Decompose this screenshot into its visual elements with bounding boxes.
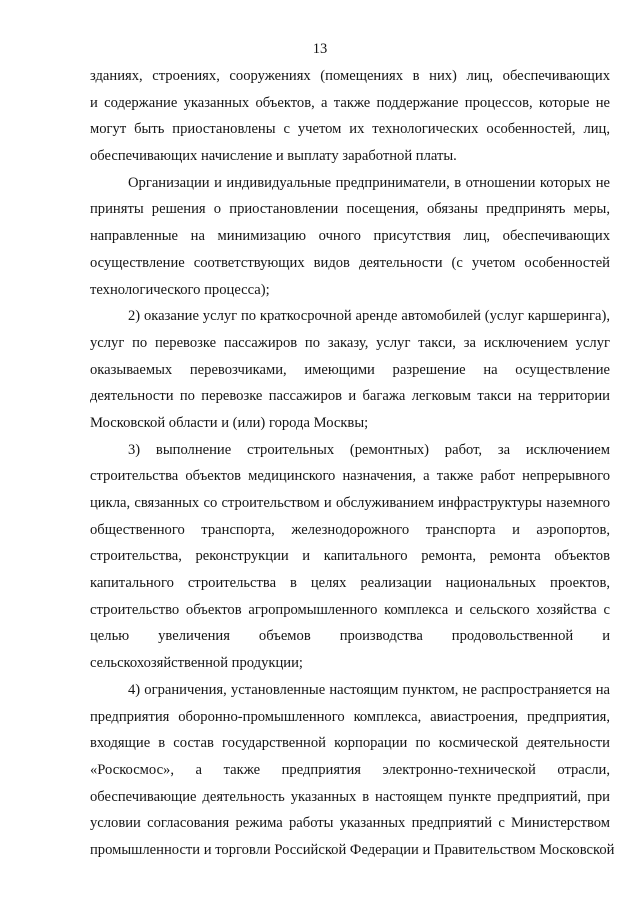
text-line: сельскохозяйственной продукции; [90,655,303,672]
text-line: обеспечивающих начисление и выплату заработной платы. [90,148,457,165]
text-line: 3) выполнение строительных (ремонтных) работ, за исключением [128,441,610,458]
text-line: цикла, связанных со строительством и обслуживанием инфраструктуры наземного [90,495,610,511]
text-line: промышленности и торговли Российской Федерации и Правительством Московской [90,841,615,858]
text-line: входящие в состав государственной корпорации по космической деятельности [90,735,610,752]
text-line: 2) оказание услуг по краткосрочной аренде автомобилей (услуг каршеринга), [128,308,610,325]
text-line: деятельности по перевозке пассажиров и багажа легковым такси на территории [90,388,610,405]
text-line: могут быть приостановлены с учетом их технологических особенностей, лиц, [90,121,610,138]
text-line: условии согласования режима работы указанных предприятий с Министерством [90,815,610,832]
text-line: направленные на минимизацию очного присутствия лиц, обеспечивающих [90,228,610,245]
text-line: «Роскосмос», а также предприятия электронно-технической отрасли, [90,761,610,778]
text-line: капитального строительства в целях реализации национальных проектов, [90,575,610,592]
text-line: и содержание указанных объектов, а также поддержание процессов, которые не [90,94,610,111]
text-line: осуществление соответствующих видов деятельности (с учетом особенностей [90,254,610,271]
document-body [90,63,615,864]
paragraph [90,63,610,170]
text-line: обеспечивающие деятельность указанных в настоящем пункте предприятий, при [90,788,610,805]
page-number: 13 [312,41,328,57]
text-line: строительства объектов медицинского назначения, а также работ непрерывного [90,468,610,485]
text-line: оказываемых перевозчиками, имеющими разрешение на осуществление [90,361,610,378]
text-line: предприятия оборонно-промышленного комплекса, авиастроения, предприятия, [90,708,610,725]
text-line: строительства, реконструкции и капитального ремонта, ремонта объектов [90,548,610,565]
text-line: целью увеличения объемов производства продовольственной и [90,628,610,645]
text-line: строительство объектов агропромышленного комплекса и сельского хозяйства с [90,601,610,618]
text-line: зданиях, строениях, сооружениях (помещениях в них) лиц, обеспечивающих [90,68,610,84]
paragraph [90,170,610,303]
text-line: 4) ограничения, установленные настоящим пунктом, не распространяется на [128,681,610,698]
paragraph [90,677,615,864]
text-line: Организации и индивидуальные предприниматели, в отношении которых не [128,174,610,191]
paragraph [90,303,610,436]
text-line: приняты решения о приостановлении посещения, обязаны предпринять меры, [90,201,610,218]
text-line: услуг по перевозке пассажиров по заказу, услуг такси, за исключением услуг [90,334,610,351]
text-line: технологического процесса); [90,281,270,298]
text-line: Московской области и (или) города Москвы; [90,414,369,431]
text-line: общественного транспорта, железнодорожного транспорта и аэропортов, [90,521,610,538]
paragraph [90,437,610,677]
